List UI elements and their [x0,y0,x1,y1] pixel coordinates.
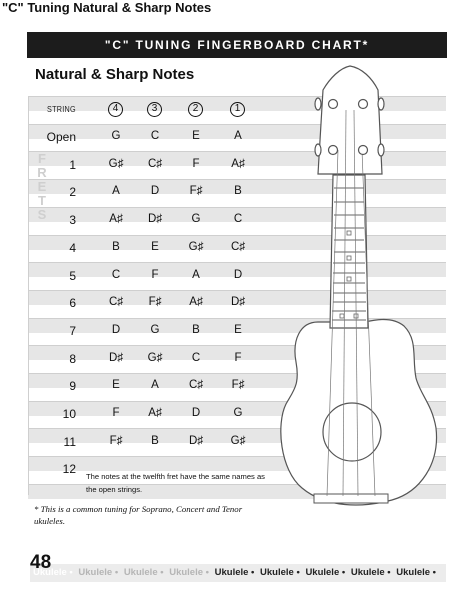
note-cell: A [234,130,242,142]
footer-word: Ukulele • [214,567,255,578]
footer-word: Ukulele • [123,567,164,578]
note-cell: F [192,158,200,170]
footer-word: Ukulele • [396,567,437,578]
page-number: 48 [30,552,52,573]
fret-number: 10 [62,407,76,421]
note-cell: A [151,379,159,391]
fret-number: 9 [69,379,76,393]
frets-letter: R [37,165,47,180]
fret-number: 5 [69,269,76,283]
fret-number: Open [46,130,76,144]
note-cell: C♯ [147,158,163,170]
note-cell: D [233,269,243,281]
note-cell: E [151,241,159,253]
fret-number: 12 [62,462,76,476]
string-header-label: STRING [47,104,76,114]
note-cell: A [192,269,200,281]
note-cell: G [150,324,160,336]
note-cell: F♯ [148,296,162,308]
note-cell: F♯ [231,379,245,391]
string-3-circle: 3 [147,102,162,117]
note-cell: D [150,185,160,197]
note-cell: F [234,352,242,364]
fret-number: 6 [69,296,76,310]
twelfth-fret-note: The notes at the twelfth fret have the same names as the open strings. [86,472,265,494]
note-cell: C♯ [108,296,124,308]
note-cell: C [191,352,201,364]
note-cell: D♯ [108,352,124,364]
note-cell: A♯ [231,158,245,170]
note-cell: G♯ [147,352,163,364]
string-4-circle: 4 [108,102,123,117]
chart-subtitle: Natural & Sharp Notes [35,66,195,83]
note-cell: E [192,130,200,142]
fret-number: 8 [69,352,76,366]
note-cell: C [111,269,121,281]
note-cell: G [233,407,243,419]
fret-number: 1 [69,158,76,172]
note-cell: F [112,407,120,419]
footer-word: Ukulele • [78,567,119,578]
note-cell: E [112,379,120,391]
note-cell: B [151,435,159,447]
note-cell: D♯ [230,296,246,308]
footer-bar [30,564,446,582]
footer-word: Ukulele • [169,567,209,578]
note-cell: G [191,213,201,225]
note-cell: B [234,185,242,197]
note-cell: B [192,324,200,336]
note-cell: G♯ [188,241,204,253]
note-cell: D [191,407,201,419]
note-cell: F♯ [189,185,203,197]
note-cell: G♯ [230,435,246,447]
string-2-circle: 2 [188,102,203,117]
chart-banner: "C" TUNING FINGERBOARD CHART* [27,32,447,58]
fret-number: 11 [63,435,76,449]
note-cell: F♯ [109,435,123,447]
note-cell: E [234,324,242,336]
note-cell: C♯ [188,379,204,391]
note-cell: F [151,269,159,281]
note-cell: C♯ [230,241,246,253]
note-cell: C [233,213,243,225]
note-cell: D [111,324,121,336]
footer-word: Ukulele • [33,567,73,578]
footer-word: Ukulele • [350,567,391,578]
fret-number: 4 [69,241,76,255]
frets-letter: T [38,193,46,208]
note-cell: D♯ [147,213,163,225]
frets-letter: E [37,179,47,194]
note-cell: C [150,130,160,142]
footer-word: Ukulele • [305,567,346,578]
footer-word: Ukulele • [260,567,300,578]
fret-number: 3 [69,213,76,227]
string-1-circle: 1 [230,102,245,117]
note-cell: G [111,130,121,142]
note-cell: B [112,241,120,253]
frets-letter: F [38,151,46,166]
note-cell: A♯ [109,213,123,225]
note-cell: D♯ [188,435,204,447]
note-cell: A♯ [148,407,162,419]
page-title: "C" Tuning Natural & Sharp Notes [2,0,212,15]
fret-number: 7 [69,324,76,338]
tuning-footnote: * This is a common tuning for Soprano, Concert and Tenor ukuleles. [34,504,243,526]
note-cell: A [112,185,120,197]
note-cell: G♯ [108,158,124,170]
note-cell: A♯ [189,296,203,308]
fret-number: 2 [69,185,76,199]
frets-letter: S [37,207,47,222]
